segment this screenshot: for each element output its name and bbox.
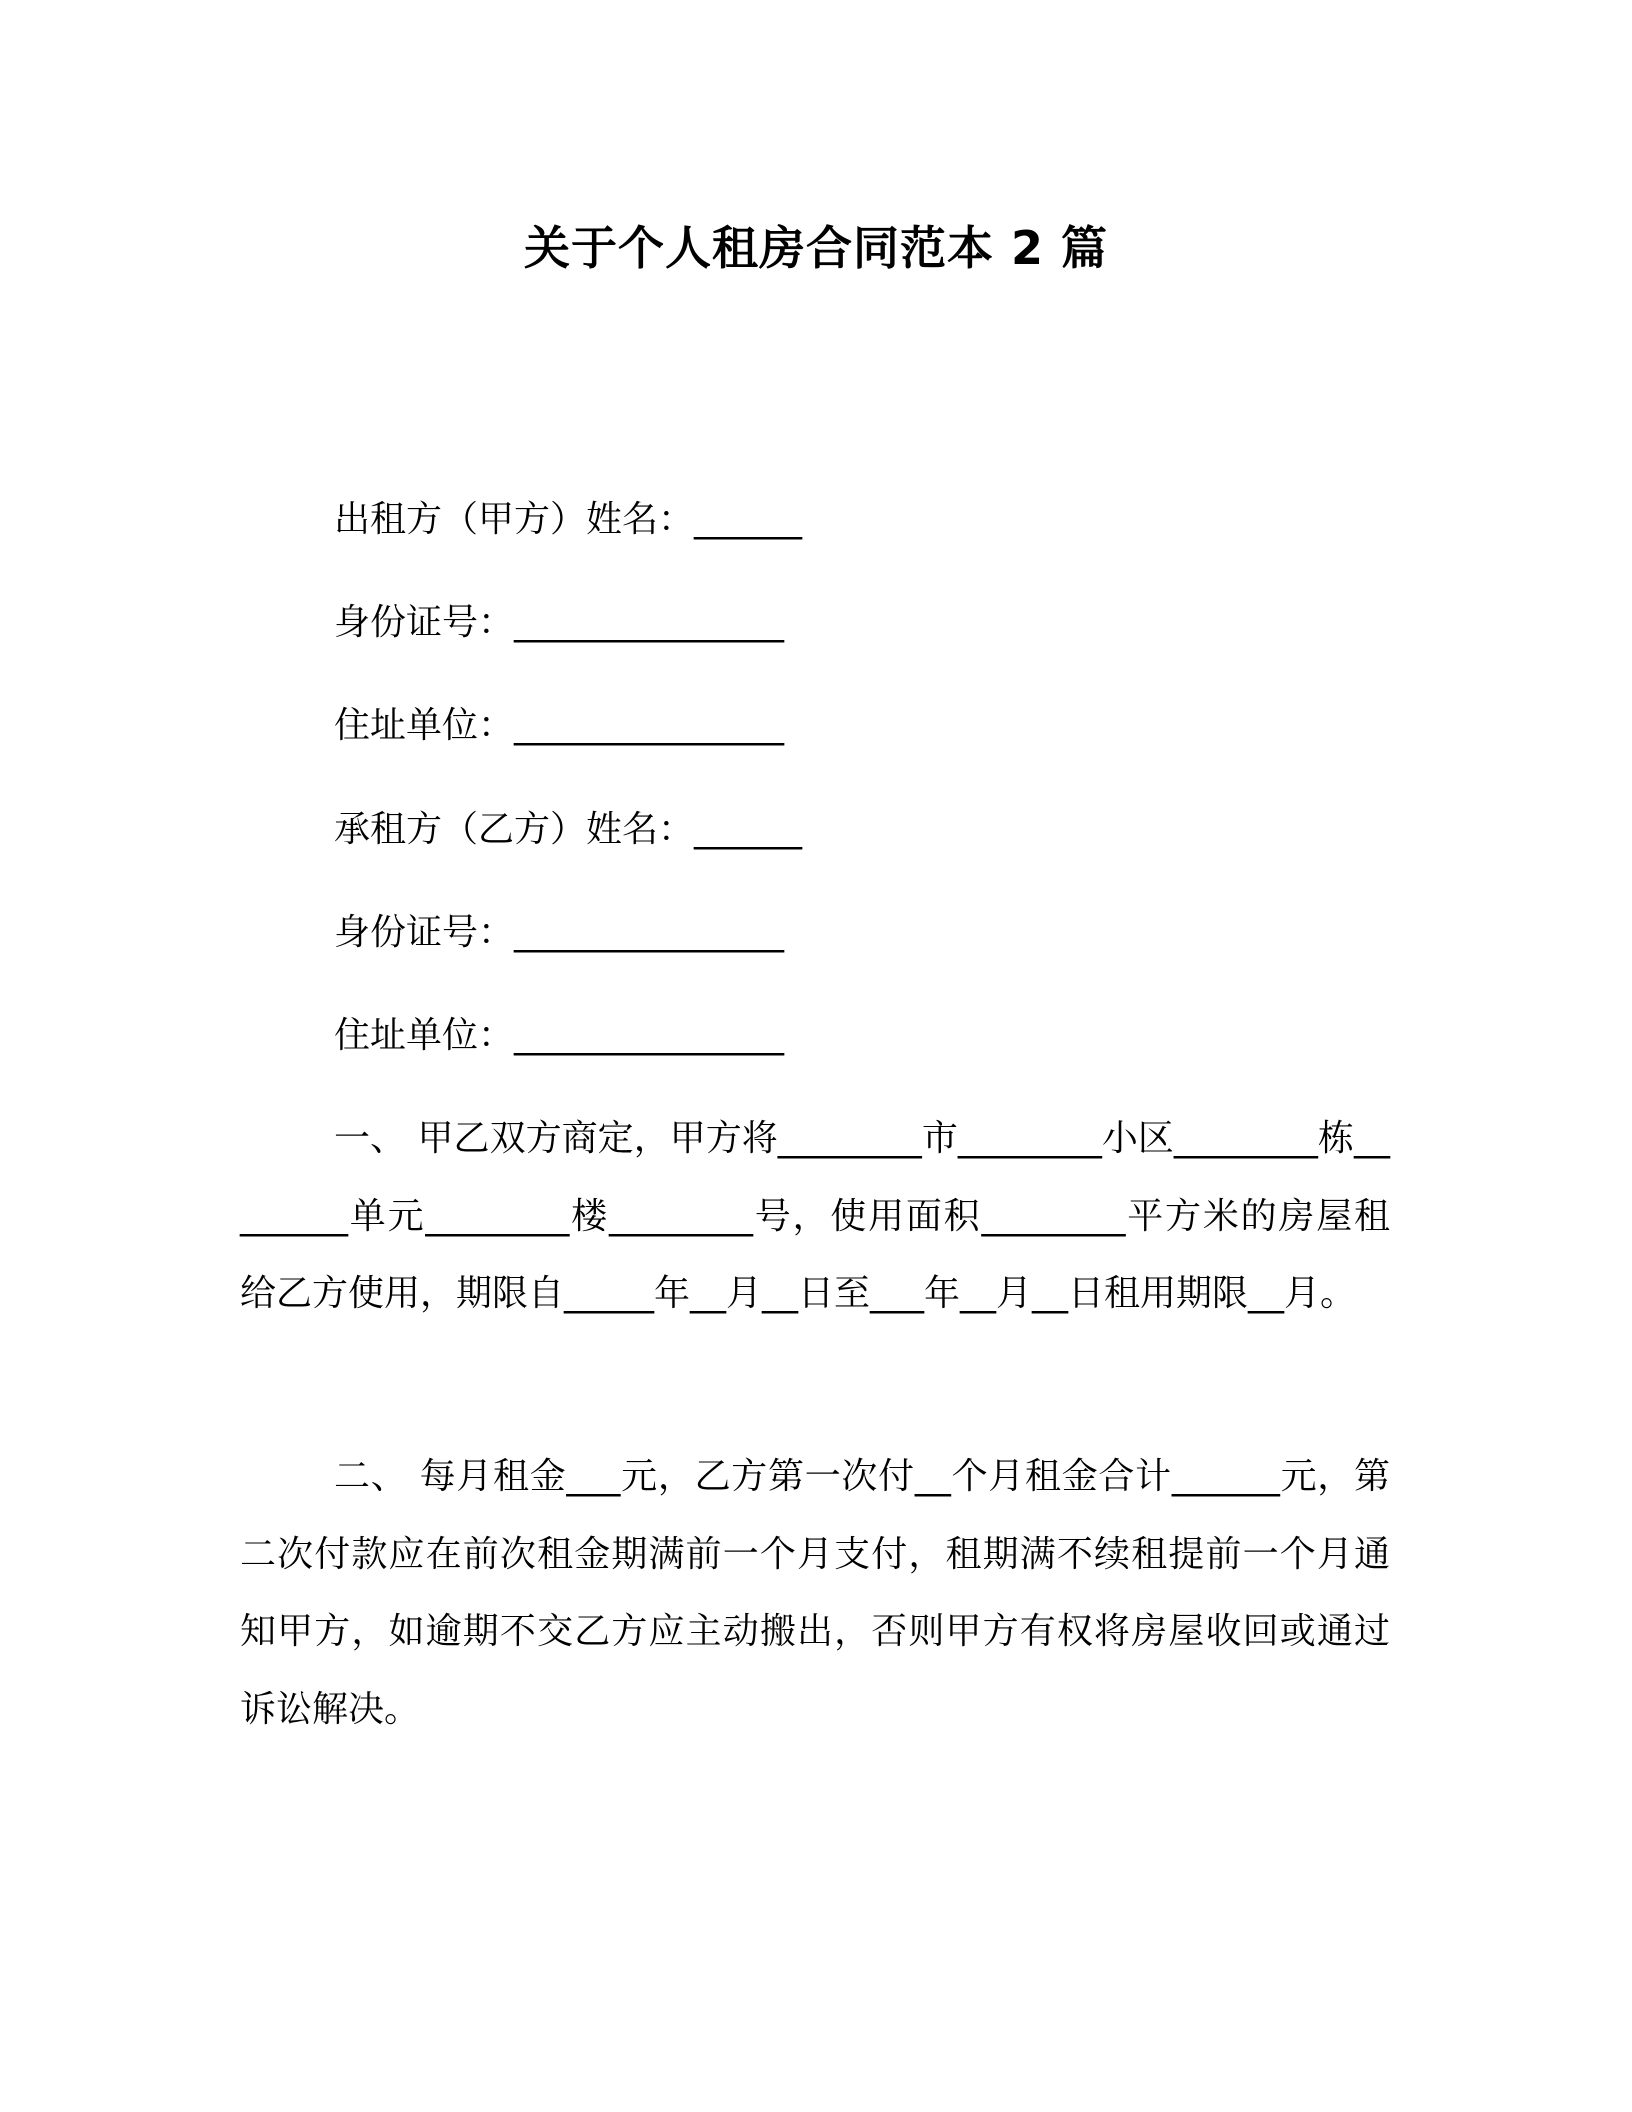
lessee-address-field <box>334 1011 784 1061</box>
field-label: 住址单位： <box>334 705 515 746</box>
lessor-id-field <box>334 598 784 648</box>
field-label: 住址单位： <box>334 1015 515 1056</box>
clause-two-paragraph: 二、 每月租金___元，乙方第一次付__个月租金合计______元，第二次付款应在前次租金期满前一个月支付，租期满不续租提前一个月通知甲方，如逾期不交乙方应主动搬出，否则甲方有权将房屋收回或通过诉讼解决。 <box>240 1456 1390 1730</box>
lessor-address-field <box>334 701 784 751</box>
field-label: 承租方（乙方）姓名： <box>334 809 695 850</box>
lessor-name-field <box>334 495 802 545</box>
lessee-name-field <box>334 805 802 855</box>
field-label: 身份证号： <box>334 912 515 953</box>
field-label: 身份证号： <box>334 602 515 643</box>
field-blank: ______ <box>694 499 803 540</box>
field-blank: ______ <box>694 809 803 850</box>
document-title: 关于个人租房合同范本 2 篇 <box>523 221 1109 275</box>
field-label: 出租方（甲方）姓名： <box>334 499 695 540</box>
field-blank: _______________ <box>514 1015 785 1056</box>
field-blank: _______________ <box>514 602 785 643</box>
clause-one-paragraph: 一、 甲乙双方商定，甲方将________市________小区________栋________单元________楼________号，使用面积________平方米的房屋租给乙方使用，期限自_____年__月__日至___年__月__日租用期限__月。 <box>240 1118 1390 1314</box>
lessee-id-field <box>334 908 784 958</box>
field-blank: _______________ <box>514 705 785 746</box>
field-blank: _______________ <box>514 912 785 953</box>
